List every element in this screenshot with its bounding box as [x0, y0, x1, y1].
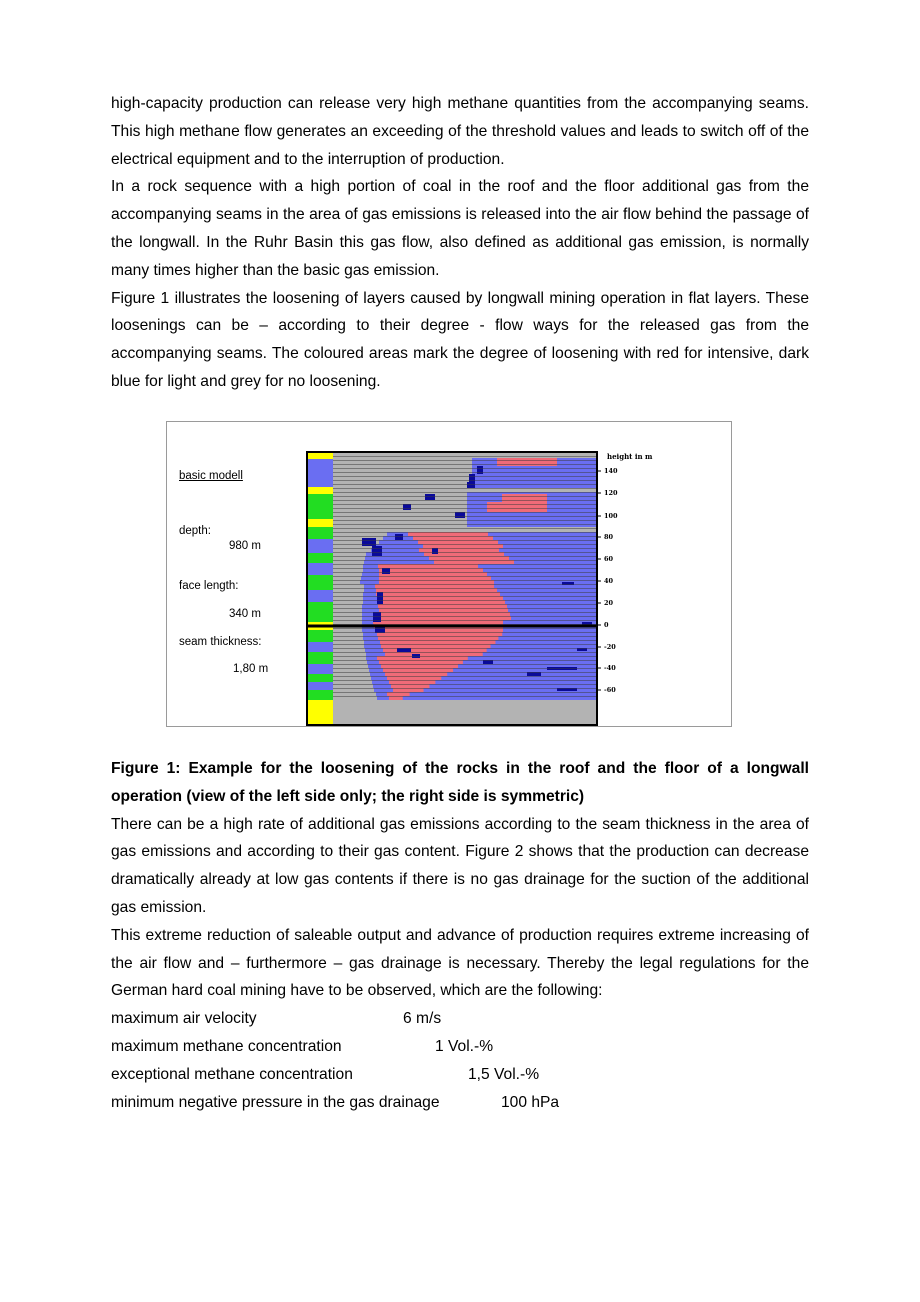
- lithology-column-layer: [307, 700, 333, 725]
- dark-loosening-speck: [375, 627, 385, 633]
- regulation-value: 1,5 Vol.-%: [468, 1065, 540, 1083]
- regulation-label: maximum methane concentration: [111, 1037, 342, 1055]
- regulation-label: minimum negative pressure in the gas drainage: [111, 1093, 440, 1111]
- lithology-column-layer: [307, 630, 333, 642]
- regulation-row: [111, 1061, 809, 1089]
- lithology-column-layer: [307, 575, 333, 590]
- lithology-column-layer: [307, 602, 333, 622]
- regulation-label: maximum air velocity: [111, 1010, 257, 1028]
- paragraph-methane-release: high-capacity production can release very high methane quantities from the accompanying seams. This high methane flow generates an exceeding of the threshold values and leads to switch off of the electrical equipment and to the interruption of production.: [111, 95, 809, 168]
- paragraph-additional-gas: In a rock sequence with a high portion of coal in the roof and the floor additional gas from the accompanying seams in the area of gas emissions is released into the air flow behind the passage of the longwall. In the Ruhr Basin this gas flow, also defined as additional gas emission, is normally many times higher than the basic gas emission.: [111, 178, 809, 279]
- axis-tick-label: 40: [604, 577, 614, 585]
- axis-tick-label: -20: [604, 643, 616, 651]
- depth-label: depth:: [179, 525, 211, 537]
- dark-loosening-speck: [403, 504, 411, 510]
- dark-loosening-speck: [467, 482, 475, 488]
- lithology-column-layer: [307, 674, 333, 682]
- lithology-column-layer: [307, 664, 333, 674]
- paragraph-regulations-intro: This extreme reduction of saleable output and advance of production requires extreme increasing of the air flow and – furthermore – gas drainage is necessary. Thereby the legal regulations for the German hard coal mining have to be observed, which are the following:: [111, 926, 809, 1000]
- dark-loosening-speck: [455, 512, 465, 518]
- dark-loosening-speck: [372, 546, 382, 556]
- lithology-column-layer: [307, 459, 333, 487]
- seam-thickness-label: seam thickness:: [179, 636, 262, 648]
- regulation-row: [111, 1033, 809, 1061]
- lithology-column-layer: [307, 590, 333, 602]
- intensive-loosening-zone: [487, 502, 507, 512]
- lithology-column-layer: [307, 563, 333, 575]
- depth-value: 980 m: [229, 540, 261, 552]
- axis-title: height in m: [607, 452, 653, 461]
- lithology-column-layer: [307, 494, 333, 519]
- dark-loosening-speck: [425, 494, 435, 500]
- lithology-column-layer: [307, 452, 333, 459]
- axis-tick-label: 60: [604, 555, 614, 563]
- dark-loosening-speck: [377, 592, 383, 604]
- regulations-list: [111, 1005, 809, 1116]
- dark-loosening-speck: [395, 534, 403, 540]
- lithology-column-layer: [307, 642, 333, 652]
- model-label: basic modell: [179, 470, 243, 482]
- dark-loosening-speck: [469, 474, 475, 482]
- lithology-column-layer: [307, 539, 333, 553]
- document-body-lower: [111, 755, 809, 1116]
- regulation-label: exceptional methane concentration: [111, 1065, 353, 1083]
- face-length-value: 340 m: [229, 608, 261, 620]
- dark-loosening-speck: [412, 654, 420, 658]
- paragraph-gas-rate: There can be a high rate of additional gas emissions according to the seam thickness in the area of gas emissions and according to their gas content. Figure 2 shows that the production can decrease dramatically already at low gas contents if there is no gas drainage for the suction of the additional gas emission.: [111, 815, 809, 916]
- axis-tick-label: 140: [604, 467, 618, 475]
- lithology-column-layer: [307, 527, 333, 539]
- lithology-column-layer: [307, 690, 333, 700]
- dark-loosening-speck: [477, 466, 483, 474]
- axis-tick-label: 120: [604, 489, 618, 497]
- document-body: [111, 90, 809, 396]
- dark-loosening-speck: [382, 568, 390, 574]
- seam-thickness-value: 1,80 m: [233, 663, 269, 675]
- figure-caption: Figure 1: Example for the loosening of the rocks in the roof and the floor of a longwall operation (view of the left side only; the right side is symmetric): [111, 760, 809, 805]
- axis-tick-label: 20: [604, 599, 614, 607]
- face-length-label: face length:: [179, 580, 239, 592]
- axis-tick-label: 0: [604, 621, 609, 629]
- intensive-loosening-zone: [497, 458, 557, 466]
- regulation-value: 6 m/s: [403, 1010, 442, 1028]
- dark-loosening-speck: [362, 538, 376, 546]
- axis-tick-label: 100: [604, 512, 618, 520]
- paragraph-figure-intro: Figure 1 illustrates the loosening of layers caused by longwall mining operation in flat layers. These loosenings can be – according to their degree - flow ways for the released gas from the accompanying seams. The coloured areas mark the degree of loosening with red for intensive, dark blue for light and grey for no loosening.: [111, 289, 809, 390]
- lithology-column-layer: [307, 487, 333, 494]
- regulation-row: [111, 1005, 809, 1033]
- lithology-column-layer: [307, 519, 333, 527]
- regulation-value: 1 Vol.-%: [435, 1037, 494, 1055]
- axis-tick-label: 80: [604, 533, 614, 541]
- axis-tick-label: -60: [604, 686, 616, 694]
- lithology-column-layer: [307, 553, 333, 563]
- figure-1-loosening-model: [166, 421, 732, 727]
- axis-tick-label: -40: [604, 664, 616, 672]
- dark-loosening-speck: [432, 548, 438, 554]
- lithology-column-layer: [307, 652, 333, 664]
- regulation-value: 100 hPa: [501, 1093, 560, 1111]
- regulation-row: [111, 1089, 809, 1117]
- lithology-column-layer: [307, 682, 333, 690]
- loosening-diagram: [167, 422, 731, 726]
